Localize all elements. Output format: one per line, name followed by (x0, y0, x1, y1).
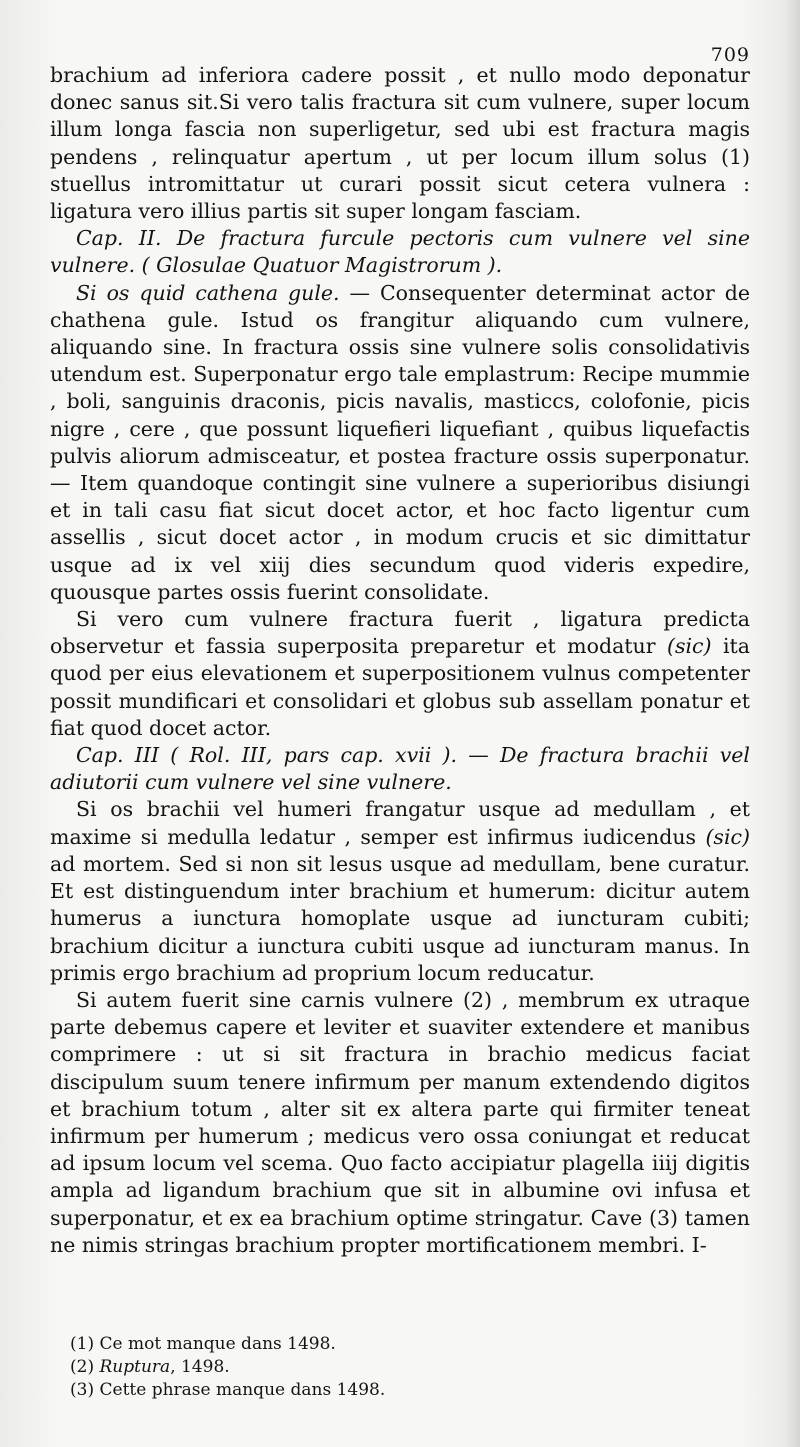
chapter-heading-text: Cap. III ( Rol. III, pars cap. xvii ). (76, 743, 458, 768)
footnotes (70, 1333, 670, 1402)
paragraph-text: — Consequenter determinat actor de chathena gule. Istud os frangitur aliquando cum vulnere, aliquando sine. In fractura ossis sine vulnere solis consolidativis utendum est. Superponatur ergo tale emplastrum: Recipe mummie , boli, sanguinis draconis, picis navalis, masticcs, colofonie, picis nigre , cere , que possunt liquefieri liquefiant , quibus liquefactis pulvis aliorum admisceatur, et postea fracture ossis superponatur. — Item quandoque contingit sine vulnere a superioribus disiungi et in tali casu fiat sicut docet actor, et hoc facto ligentur cum assellis , sicut docet actor , in modum crucis et sic dimittatur usque ad ix vel xiij dies secundum quod videris expedire, quousque partes ossis fuerint consolidate. (50, 280, 751, 604)
chapter-heading-text: Cap. II. De fractura furcule pectoris cum vulnere vel sine vulnere. ( Glosulae Quatuor Magistrorum ). (50, 226, 750, 278)
footnote-number: (1) (70, 1334, 95, 1354)
footnote-italic-word: Ruptura (99, 1357, 171, 1377)
chapter-heading-2 (50, 225, 750, 279)
page-number: 709 (710, 44, 750, 66)
paragraph-4 (50, 606, 750, 742)
page-edge-shadow (786, 0, 800, 1447)
dash-separator: — (457, 743, 500, 768)
sic-note: (sic) (666, 634, 712, 659)
paragraph-1 (50, 62, 750, 225)
footnote-1 (70, 1333, 670, 1356)
paragraph-text: Si os brachii vel humeri frangatur usque ad medullam , et maxime si medulla ledatur , semper est infirmus iudicendus (50, 797, 750, 849)
paragraph-text: ita quod per eius elevationem et superpositionem vulnus competenter possit mundificari et consolidari et globus sub assellam ponatur et fiat quod docet actor. (50, 634, 750, 740)
footnote-text: , 1498. (170, 1357, 230, 1377)
paragraph-7 (50, 987, 750, 1259)
footnote-text: Cette phrase manque dans 1498. (99, 1380, 386, 1400)
paragraph-text: Si autem fuerit sine carnis vulnere (2) , membrum ex utraque parte debemus capere et leviter et suaviter extendere et manibus comprimere : ut si sit fractura in brachio medicus faciat discipulum suum tenere infirmum per manum extendendo digitos et brachium totum , alter sit ex altera parte qui firmiter teneat infirmum per humerum ; medicus vero ossa coniungat et reducat ad ipsum locum vel scema. Quo facto accipiatur plagella iiij digitis ampla ad ligandum brachium que sit in albumine ovi infusa et superponatur, et ex ea brachium optime stringatur. Cave (3) tamen ne nimis stringas brachium propter mortificationem membri. I- (50, 987, 750, 1257)
footnote-text: Ce mot manque dans 1498. (99, 1334, 336, 1354)
body-text (50, 62, 750, 1259)
paragraph-6 (50, 796, 750, 986)
paragraph-text: ad mortem. Sed si non sit lesus usque ad medullam, bene curatur. Et est distinguendum inter brachium et humerum: dicitur autem humerus a iunctura homoplate usque ad iuncturam cubiti; brachium dicitur a iunctura cubiti usque ad iuncturam manus. In primis ergo brachium ad proprium locum reducatur. (50, 851, 750, 985)
footnote-3 (70, 1379, 670, 1402)
paragraph-text: Si vero cum vulnere fractura fuerit , ligatura predicta observetur et fassia superposita preparetur et modatur (50, 607, 750, 659)
chapter-heading-3 (50, 742, 750, 796)
footnote-2 (70, 1356, 670, 1379)
paragraph-3 (50, 280, 750, 606)
footnote-number: (2) (70, 1357, 95, 1377)
chapter-title-text: De fractura brachii vel adiutorii cum vulnere vel sine vulnere. (50, 743, 750, 795)
paragraph-text: brachium ad inferiora cadere possit , et nullo modo deponatur donec sanus sit.Si vero talis fractura sit cum vulnere, super locum illum longa fascia non superligetur, sed ubi est fractura magis pendens , relinquatur apertum , ut per locum illum solus (1) stuellus intromittatur ut curari possit sicut cetera vulnera : ligatura vero illius partis sit super longam fasciam. (50, 63, 750, 224)
lemma-text: Si os quid cathena gule. (76, 280, 340, 305)
footnote-number: (3) (70, 1380, 95, 1400)
sic-note: (sic) (705, 824, 750, 849)
